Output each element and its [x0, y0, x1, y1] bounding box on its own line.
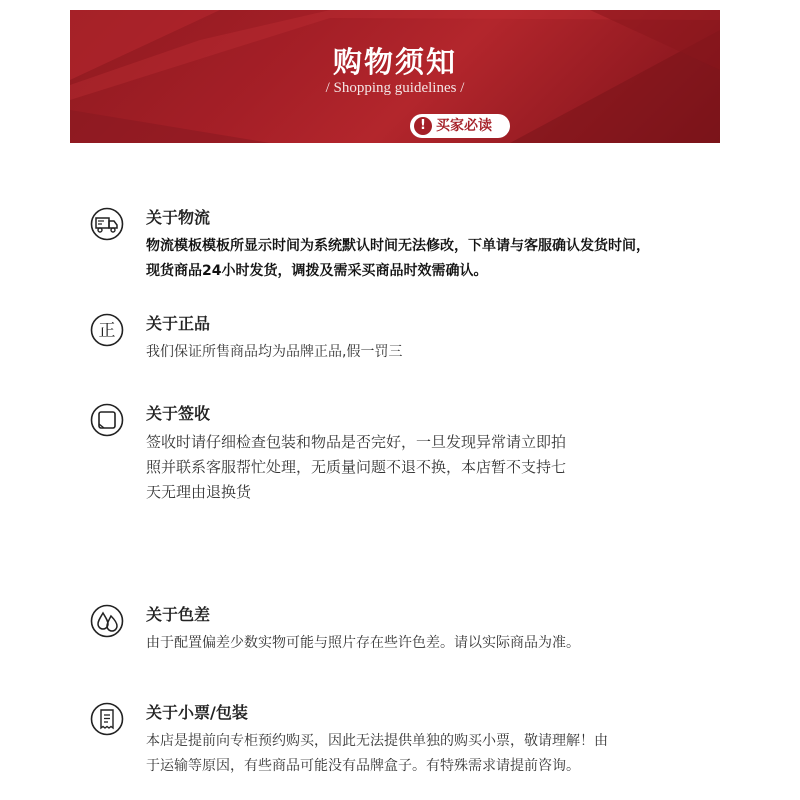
body-line: 于运输等原因，有些商品可能没有品牌盒子。有特殊需求请提前咨询。 — [146, 758, 580, 774]
header-banner — [70, 10, 720, 143]
section-title: 关于正品 — [146, 314, 211, 333]
exclamation-icon: ! — [414, 117, 432, 135]
body-line: 本店是提前向专柜预约购买，因此无法提供单独的购买小票，敬请理解！由 — [146, 733, 608, 749]
section-body — [146, 430, 756, 505]
badge-label: 买家必读 — [436, 118, 492, 134]
body-line: 由于配置偏差少数实物可能与照片存在些许色差。请以实际商品为准。 — [146, 635, 580, 651]
section-body — [146, 340, 756, 365]
body-line: 物流模板模板所显示时间为系统默认时间无法修改，下单请与客服确认发货时间， — [146, 238, 650, 254]
section-body — [146, 631, 756, 656]
truck-icon — [90, 207, 124, 241]
section-title: 关于小票/包装 — [146, 703, 248, 722]
color-drops-icon — [90, 604, 124, 638]
body-line: 天无理由退换货 — [146, 483, 252, 501]
section-body — [146, 729, 756, 779]
page-subtitle: / Shopping guidelines / — [325, 80, 465, 96]
section-title: 关于物流 — [146, 208, 211, 227]
genuine-icon-char: 正 — [98, 321, 116, 341]
section-title: 关于色差 — [146, 605, 211, 624]
body-line: 我们保证所售商品均为品牌正品,假一罚三 — [146, 344, 403, 360]
section-title: 关于签收 — [146, 404, 211, 423]
section-body — [146, 234, 756, 284]
package-sign-icon — [90, 403, 124, 437]
page-title: 购物须知 — [332, 45, 457, 79]
must-read-badge — [410, 114, 510, 138]
body-line: 现货商品24小时发货，调拨及需采买商品时效需确认。 — [146, 263, 488, 279]
body-line: 签收时请仔细检查包装和物品是否完好，一旦发现异常请立即拍 — [146, 433, 567, 451]
genuine-icon — [90, 313, 124, 347]
body-line: 照并联系客服帮忙处理，无质量问题不退不换，本店暂不支持七 — [146, 458, 567, 476]
receipt-icon — [90, 702, 124, 736]
